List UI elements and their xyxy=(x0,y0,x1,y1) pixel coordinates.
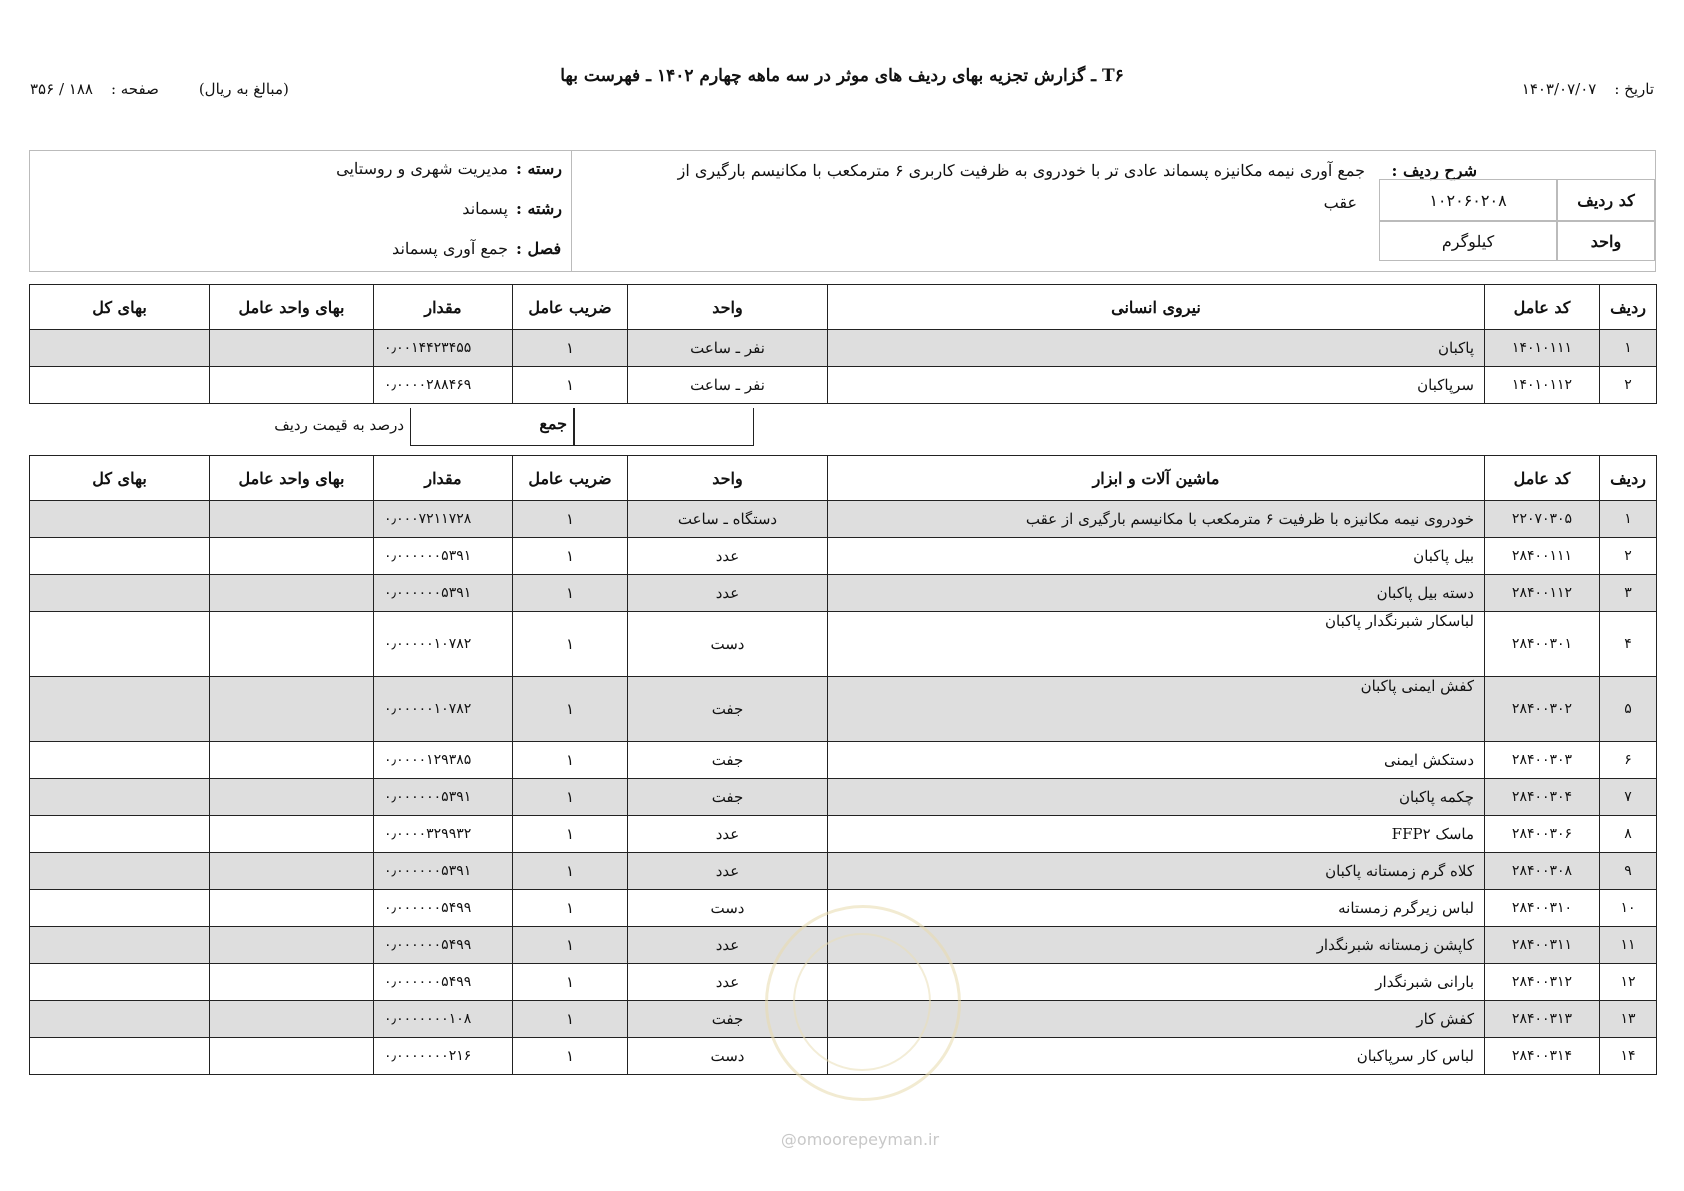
factor-coef: ۱ xyxy=(513,1001,628,1038)
watermark-seal xyxy=(765,905,961,1101)
row-number: ۲ xyxy=(1600,538,1657,575)
factor-desc: کفش ایمنی پاکبان xyxy=(828,677,1485,742)
factor-code: ۲۸۴۰۰۳۱۲ xyxy=(1485,964,1600,1001)
factor-unit: عدد xyxy=(628,927,828,964)
date-label: تاریخ : xyxy=(1614,80,1654,98)
factor-qty: ۰٫۰۰۰۰۲۸۸۴۶۹ xyxy=(374,367,513,404)
factor-qty: ۰٫۰۰۰۰۱۲۹۳۸۵ xyxy=(374,742,513,779)
item-info-box xyxy=(29,150,1656,272)
factor-coef: ۱ xyxy=(513,779,628,816)
factor-desc: کفش کار xyxy=(828,1001,1485,1038)
chapter-label: فصل : xyxy=(516,239,562,258)
factor-desc: چکمه پاکبان xyxy=(828,779,1485,816)
factor-desc: پاکبان xyxy=(828,330,1485,367)
factor-desc: کاپشن زمستانه شبرنگدار xyxy=(828,927,1485,964)
col-qty: مقدار xyxy=(374,285,513,330)
row-number: ۱۲ xyxy=(1600,964,1657,1001)
factor-unit: عدد xyxy=(628,816,828,853)
page-indicator xyxy=(30,80,159,98)
factor-unit-price xyxy=(210,816,374,853)
factor-coef: ۱ xyxy=(513,501,628,538)
table-row xyxy=(30,853,1657,890)
labor-header-row xyxy=(30,285,1657,330)
factor-desc: بیل پاکبان xyxy=(828,538,1485,575)
table-row xyxy=(30,538,1657,575)
factor-qty: ۰٫۰۰۱۴۴۲۳۴۵۵ xyxy=(374,330,513,367)
col-desc: نیروی انسانی xyxy=(828,285,1485,330)
factor-total xyxy=(30,853,210,890)
factor-unit-price xyxy=(210,964,374,1001)
factor-coef: ۱ xyxy=(513,538,628,575)
factor-unit-price xyxy=(210,853,374,890)
table-row xyxy=(30,779,1657,816)
factor-qty: ۰٫۰۰۰۰۰۰۰۱۰۸ xyxy=(374,1001,513,1038)
factor-unit-price xyxy=(210,742,374,779)
factor-total xyxy=(30,964,210,1001)
factor-desc: کلاه گرم زمستانه پاکبان xyxy=(828,853,1485,890)
factor-total xyxy=(30,330,210,367)
factor-coef: ۱ xyxy=(513,1038,628,1075)
col-factor: ضریب عامل xyxy=(513,456,628,501)
col-code: کد عامل xyxy=(1485,456,1600,501)
factor-qty: ۰٫۰۰۰۰۰۰۵۳۹۱ xyxy=(374,575,513,612)
factor-unit-price xyxy=(210,367,374,404)
chapter-value: جمع آوری پسماند xyxy=(392,239,508,258)
branch-value: مدیریت شهری و روستایی xyxy=(336,159,508,178)
factor-unit: دستگاه ـ ساعت xyxy=(628,501,828,538)
row-number: ۸ xyxy=(1600,816,1657,853)
factor-qty: ۰٫۰۰۰۰۰۱۰۷۸۲ xyxy=(374,612,513,677)
row-number: ۶ xyxy=(1600,742,1657,779)
factor-qty: ۰٫۰۰۰۰۰۰۵۴۹۹ xyxy=(374,927,513,964)
table-row xyxy=(30,816,1657,853)
factor-code: ۲۸۴۰۰۳۱۴ xyxy=(1485,1038,1600,1075)
field-label: رشته : xyxy=(516,199,563,218)
factor-code: ۱۴۰۱۰۱۱۲ xyxy=(1485,367,1600,404)
page-label: صفحه : xyxy=(110,80,159,98)
factor-qty: ۰٫۰۰۰۰۰۰۵۳۹۱ xyxy=(374,853,513,890)
table-row xyxy=(30,677,1657,742)
factor-code: ۲۸۴۰۰۳۰۲ xyxy=(1485,677,1600,742)
factor-code: ۱۴۰۱۰۱۱۱ xyxy=(1485,330,1600,367)
factor-total xyxy=(30,816,210,853)
factor-coef: ۱ xyxy=(513,927,628,964)
col-total: بهای کل xyxy=(30,456,210,501)
factor-coef: ۱ xyxy=(513,575,628,612)
desc-value-cont: عقب xyxy=(1323,193,1357,212)
factor-code: ۲۸۴۰۰۳۰۸ xyxy=(1485,853,1600,890)
machinery-header-row xyxy=(30,456,1657,501)
factor-coef: ۱ xyxy=(513,330,628,367)
factor-desc: خودروی نیمه مکانیزه با ظرفیت ۶ مترمکعب با مکانیسم بارگیری از عقب xyxy=(828,501,1485,538)
col-unit-price: بهای واحد عامل xyxy=(210,456,374,501)
factor-code: ۲۸۴۰۰۳۰۳ xyxy=(1485,742,1600,779)
col-row: ردیف xyxy=(1600,285,1657,330)
factor-unit-price xyxy=(210,575,374,612)
factor-unit-price xyxy=(210,330,374,367)
factor-desc: لباس کار سرپاکبان xyxy=(828,1038,1485,1075)
factor-desc: دستکش ایمنی xyxy=(828,742,1485,779)
factor-code: ۲۸۴۰۰۳۰۶ xyxy=(1485,816,1600,853)
factor-unit-price xyxy=(210,927,374,964)
factor-coef: ۱ xyxy=(513,890,628,927)
table-row xyxy=(30,612,1657,677)
col-qty: مقدار xyxy=(374,456,513,501)
col-row: ردیف xyxy=(1600,456,1657,501)
table-row xyxy=(30,742,1657,779)
factor-unit: دست xyxy=(628,612,828,677)
table-row xyxy=(30,501,1657,538)
factor-unit: نفر ـ ساعت xyxy=(628,330,828,367)
factor-unit-price xyxy=(210,1001,374,1038)
desc-value: جمع آوری نیمه مکانیزه پسماند عادی تر با خودروی به ظرفیت کاربری ۶ مترمکعب با مکانیسم بارگیری از xyxy=(677,161,1365,180)
factor-unit: نفر ـ ساعت xyxy=(628,367,828,404)
unit-value: کیلوگرم xyxy=(1379,221,1557,261)
col-factor: ضریب عامل xyxy=(513,285,628,330)
factor-unit: عدد xyxy=(628,853,828,890)
factor-total xyxy=(30,890,210,927)
row-number: ۱۱ xyxy=(1600,927,1657,964)
factor-desc: لباسکار شبرنگدار پاکبان xyxy=(828,612,1485,677)
factor-qty: ۰٫۰۰۰۰۰۰۰۲۱۶ xyxy=(374,1038,513,1075)
factor-coef: ۱ xyxy=(513,853,628,890)
row-number: ۱۰ xyxy=(1600,890,1657,927)
factor-total xyxy=(30,779,210,816)
factor-code: ۲۸۴۰۰۳۰۱ xyxy=(1485,612,1600,677)
factor-total xyxy=(30,501,210,538)
sum-label: جمع xyxy=(410,408,574,446)
factor-unit-price xyxy=(210,677,374,742)
row-number: ۹ xyxy=(1600,853,1657,890)
factor-code: ۲۸۴۰۰۳۱۱ xyxy=(1485,927,1600,964)
factor-qty: ۰٫۰۰۰۰۰۰۵۴۹۹ xyxy=(374,890,513,927)
report-title: T۶ ـ گزارش تجزیه بهای ردیف های موثر در سه ماهه چهارم ۱۴۰۲ ـ فهرست بها xyxy=(560,66,1124,86)
factor-total xyxy=(30,612,210,677)
factor-code: ۲۸۴۰۰۳۰۴ xyxy=(1485,779,1600,816)
factor-unit-price xyxy=(210,501,374,538)
row-number: ۴ xyxy=(1600,612,1657,677)
table-row xyxy=(30,575,1657,612)
table-row xyxy=(30,367,1657,404)
factor-coef: ۱ xyxy=(513,742,628,779)
col-total: بهای کل xyxy=(30,285,210,330)
amounts-note: (مبالغ به ریال) xyxy=(198,80,289,98)
factor-total xyxy=(30,927,210,964)
row-number: ۱۴ xyxy=(1600,1038,1657,1075)
factor-unit-price xyxy=(210,1038,374,1075)
row-number: ۱ xyxy=(1600,501,1657,538)
factor-unit: عدد xyxy=(628,538,828,575)
factor-coef: ۱ xyxy=(513,816,628,853)
factor-code: ۲۸۴۰۰۱۱۲ xyxy=(1485,575,1600,612)
factor-unit: دست xyxy=(628,890,828,927)
row-number: ۳ xyxy=(1600,575,1657,612)
factor-total xyxy=(30,677,210,742)
factor-code: ۲۸۴۰۰۳۱۳ xyxy=(1485,1001,1600,1038)
factor-code: ۲۲۰۷۰۳۰۵ xyxy=(1485,501,1600,538)
branch-label: رسته : xyxy=(516,159,563,178)
factor-code: ۲۸۴۰۰۱۱۱ xyxy=(1485,538,1600,575)
factor-total xyxy=(30,575,210,612)
unit-label: واحد xyxy=(1557,221,1655,261)
col-desc: ماشین آلات و ابزار xyxy=(828,456,1485,501)
factor-coef: ۱ xyxy=(513,612,628,677)
col-unit-price: بهای واحد عامل xyxy=(210,285,374,330)
factor-desc: لباس زیرگرم زمستانه xyxy=(828,890,1485,927)
factor-coef: ۱ xyxy=(513,964,628,1001)
header-left xyxy=(30,80,289,98)
factor-coef: ۱ xyxy=(513,367,628,404)
row-number: ۱۳ xyxy=(1600,1001,1657,1038)
factor-total xyxy=(30,538,210,575)
sum-value xyxy=(574,408,754,446)
labor-table xyxy=(29,284,1657,404)
row-number: ۱ xyxy=(1600,330,1657,367)
factor-unit-price xyxy=(210,612,374,677)
factor-unit: جفت xyxy=(628,677,828,742)
factor-desc: دسته بیل پاکبان xyxy=(828,575,1485,612)
percent-label: درصد به قیمت ردیف xyxy=(274,416,404,434)
factor-qty: ۰٫۰۰۰۰۰۰۵۳۹۱ xyxy=(374,779,513,816)
labor-sum-row xyxy=(29,408,754,446)
factor-qty: ۰٫۰۰۰۰۳۲۹۹۳۲ xyxy=(374,816,513,853)
date-value: ۱۴۰۳/۰۷/۰۷ xyxy=(1521,80,1597,98)
factor-total xyxy=(30,367,210,404)
factor-qty: ۰٫۰۰۰۰۰۰۵۴۹۹ xyxy=(374,964,513,1001)
col-unit: واحد xyxy=(628,285,828,330)
factor-total xyxy=(30,1038,210,1075)
factor-qty: ۰٫۰۰۰۰۰۱۰۷۸۲ xyxy=(374,677,513,742)
table-row xyxy=(30,330,1657,367)
page-number: ۱۸۸ / ۳۵۶ xyxy=(30,80,93,98)
field-value: پسماند xyxy=(462,199,508,218)
code-value: ۱۰۲۰۶۰۲۰۸ xyxy=(1379,179,1557,221)
factor-unit-price xyxy=(210,779,374,816)
factor-unit: دست xyxy=(628,1038,828,1075)
watermark-url: @omoorepeyman.ir xyxy=(780,1130,940,1149)
factor-total xyxy=(30,742,210,779)
row-number: ۲ xyxy=(1600,367,1657,404)
factor-unit: جفت xyxy=(628,742,828,779)
factor-qty: ۰٫۰۰۰۰۰۰۵۳۹۱ xyxy=(374,538,513,575)
factor-unit: عدد xyxy=(628,575,828,612)
row-number: ۵ xyxy=(1600,677,1657,742)
code-label: کد ردیف xyxy=(1557,179,1655,221)
desc-label: شرح ردیف : xyxy=(1391,161,1477,180)
factor-total xyxy=(30,1001,210,1038)
factor-unit-price xyxy=(210,890,374,927)
factor-coef: ۱ xyxy=(513,677,628,742)
factor-desc: ماسک FFP۲ xyxy=(828,816,1485,853)
factor-qty: ۰٫۰۰۰۷۲۱۱۷۲۸ xyxy=(374,501,513,538)
factor-unit: جفت xyxy=(628,779,828,816)
col-unit: واحد xyxy=(628,456,828,501)
factor-desc: سرپاکبان xyxy=(828,367,1485,404)
factor-code: ۲۸۴۰۰۳۱۰ xyxy=(1485,890,1600,927)
factor-desc: بارانی شبرنگدار xyxy=(828,964,1485,1001)
factor-unit: عدد xyxy=(628,964,828,1001)
report-date xyxy=(1522,80,1654,98)
factor-unit-price xyxy=(210,538,374,575)
row-number: ۷ xyxy=(1600,779,1657,816)
col-code: کد عامل xyxy=(1485,285,1600,330)
factor-unit: جفت xyxy=(628,1001,828,1038)
